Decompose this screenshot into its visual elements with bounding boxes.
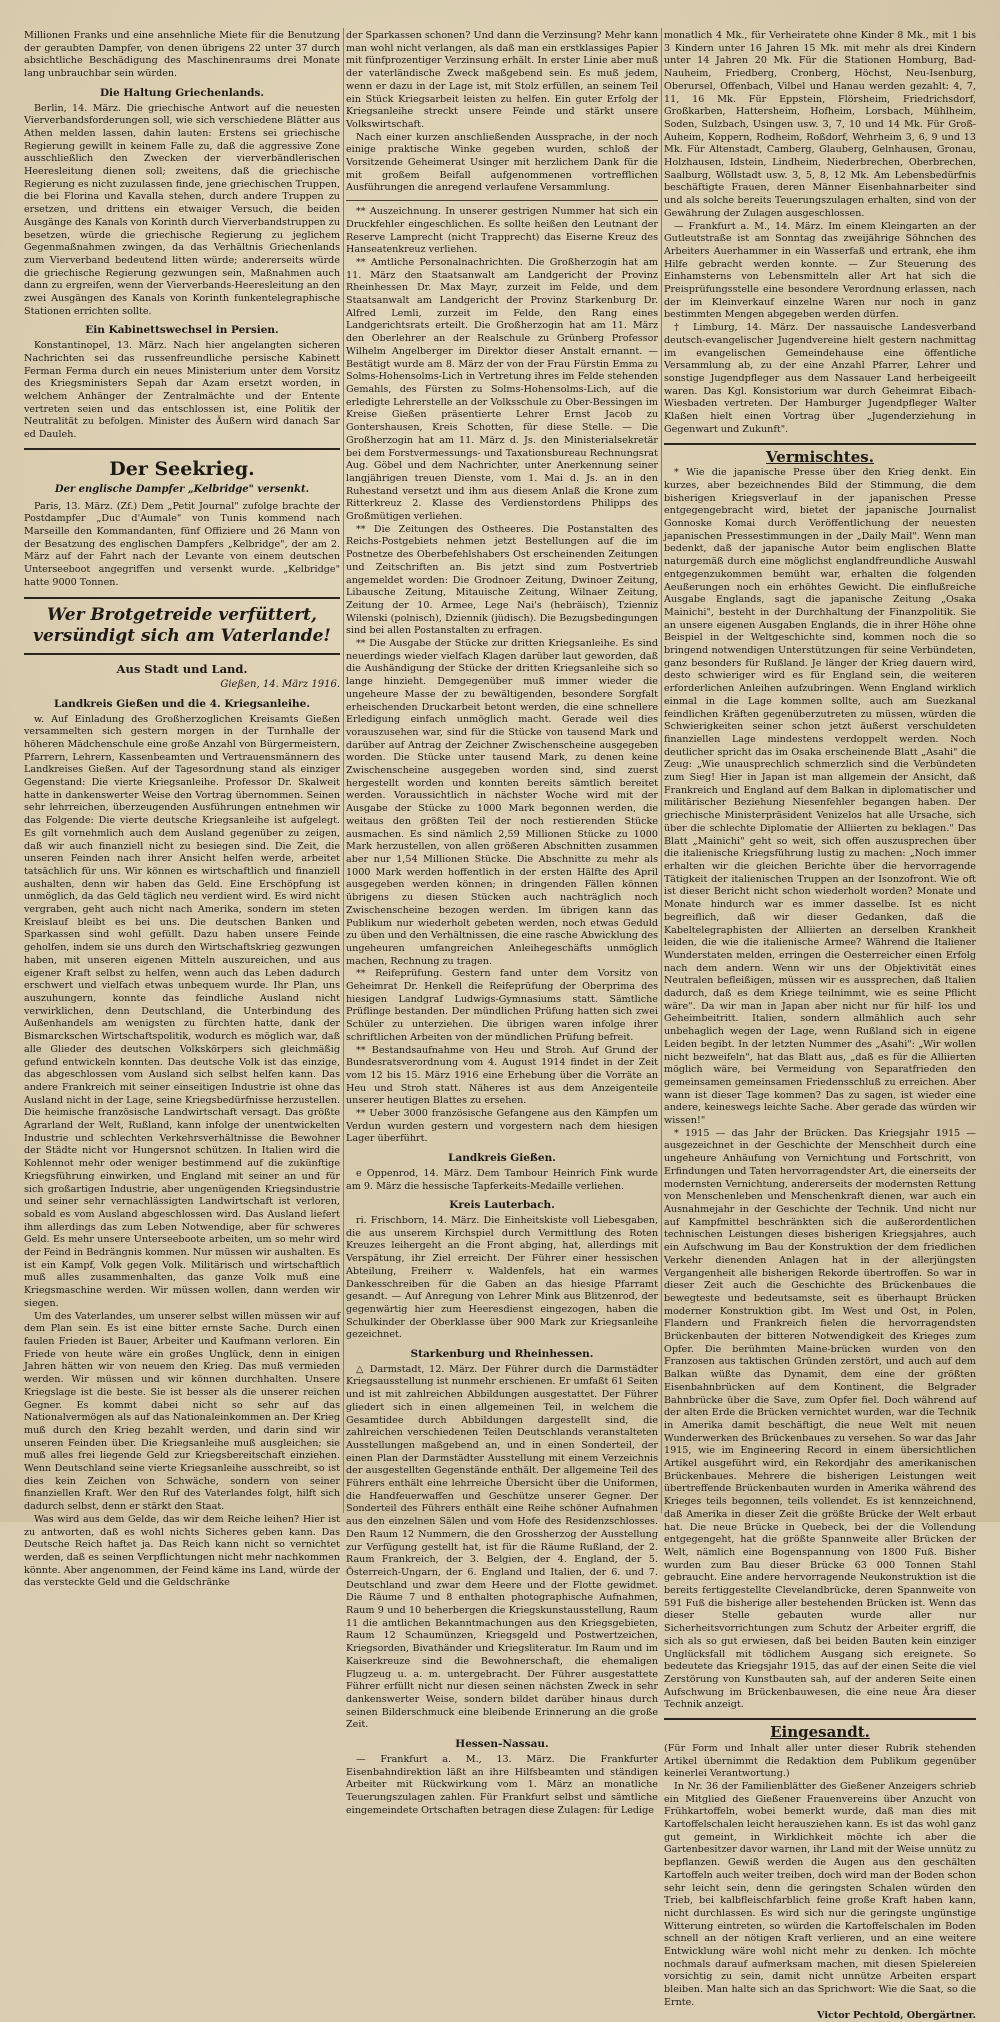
article-text: e Oppenrod, 14. März. Dem Tambour Heinrich Fink wurde am 9. März die hessische Tapferkeits-Medaille verliehen.	[346, 1167, 658, 1192]
article-text: Nach einer kurzen anschließenden Aussprache, in der noch einige praktische Winke gegeben wurden, schloß der Vorsitzende Geheimerat Usinger mit herzlichem Dank für die mit großem Beifall aufgenommenen vortrefflichen Ausführungen die anregend verlaufene Versammlung.	[346, 131, 658, 194]
dateline: Gießen, 14. März 1916.	[220, 679, 340, 691]
headline: Ein Kabinettswechsel in Persien.	[85, 324, 279, 337]
headline: Landkreis Gießen und die 4. Kriegsanleihe.	[54, 697, 310, 710]
article-text: △ Darmstadt, 12. März. Der Führer durch die Darmstädter Kriegsausstellung ist nunmehr erschienen. Er umfaßt 61 Seiten und ist mit zahlreichen Abbildungen ausgestattet. Der Führer gliedert sich in einen allgemeinen Teil, in welchem die Gesamtidee durch Abbildungen dargestellt sind, die zahlreichen verschiedenen Teilen Deutschlands veranstalteten Ausstellungen maßgebend an, und in einen Sonderteil, der einen Plan der Darmstädter Ausstellung mit einem Verzeichnis der ausgestellten Gegenstände enthält. Der allgemeine Teil des Führers enthält eine lehrreiche Übersicht über die Uniformen, die Handfeuerwaffen und Geschütze unserer Gegner. Der Sonderteil des Führers enthält eine Reihe schöner Aufnahmen aus den einzelnen Sälen und vom Hofe des Residenzschlosses. Den Raum 12 Nummern, die den Grossherzog der Ausstellung zur Verfügung gestellt hat, ist für die Räume Rußland, der 2. Raum Frankreich, der 3. Belgien, der 4. England, der 5. Österreich-Ungarn, der 6. England und Italien, der 6. und 7. Deutschland und zwar dem Heere und der Flotte gewidmet. Die Räume 7 und 8 enthalten photographische Aufnahmen, Raum 9 und 10 beherbergen die Kriegskunstausstellung, Raum 11 die amtlichen Bekanntmachungen aus den Kriegsgebieten, Raum 12 Schaumünzen, Kriegsgeld und Postwertzeichen, Kriegsorden, Bivathänder und Kriegsliteratur. Im Raum und im Kaiserkreuze sind die Bewohnerschaft, die ehemaligen Flugzeug u. a. m. untergebracht. Der Führer ausgestattete Führer erfüllt nicht nur diesen seinen nächsten Zweck in sehr dankenswerter Weise, sondern bildet darüber hinaus durch seinen Bilderschmuck eine bleibende Erinnerung an die große Zeit.	[346, 1363, 658, 1731]
article-text: Paris, 13. März. (Zf.) Dem „Petit Journal" zufolge brachte der Postdampfer „Duc d'Aumale" von Tunis kommend nach Marseille den Kommandanten, fünf Offiziere und 26 Mann von der Besatzung des englischen Dampfers „Kelbridge", der am 2. März auf der Fahrt nach der Levante von einem deutschen Unterseeboot angegriffen und versenkt wurde. „Kelbridge" hatte 9000 Tonnen.	[24, 500, 340, 588]
section-title: Vermischtes.	[766, 447, 874, 466]
column-rule	[343, 28, 344, 1513]
divider	[664, 443, 976, 445]
divider	[664, 1718, 976, 1720]
article-text: der Sparkassen schonen? Und dann die Verzinsung? Mehr kann man wohl nicht verlangen, als daß man ein erstklassiges Papier mit fünfprozentiger Verzinsung erhält. In erster Linie aber muß der vaterländische Zweck maßgebend sein. Es muß jedem, wenn er dazu in der Lage ist, mit Stolz erfüllen, an seinem Teil ein Stück Kriegsarbeit leisten zu helfen. Ein guter Erfolg der Kriegsanleihe streckt unsere Feinde und stärkt unsere Volkswirtschaft.	[346, 30, 658, 130]
article-text: ** Ueber 3000 französische Gefangene aus den Kämpfen um Verdun wurden gestern und vorgestern nach dem hiesigen Lager überführt.	[346, 1108, 658, 1145]
subheadline: Der englische Dampfer „Kelbridge" versenkt.	[54, 483, 310, 495]
editorial-note: (Für Form und Inhalt aller unter dieser Rubrik stehenden Artikel übernimmt die Redaktion dem Publikum gegenüber keinerlei Verantwortung.)	[664, 1742, 976, 1780]
headline: Hessen-Nassau.	[455, 1738, 549, 1751]
article-text: — Frankfurt a. M., 13. März. Die Frankfurter Eisenbahndirektion läßt an ihre Hilfsbeamten und ständigen Arbeiter mit Rückwirkung vom 1. März an monatliche Teuerungszulagen zahlen. Für Frankfurt selbst und sämtliche eingemeindete Ortschaften betragen diese Zulagen: für Ledige	[346, 1753, 658, 1816]
article-text: † Limburg, 14. März. Der nassauische Landesverband deutsch-evangelischer Jugendvereine hielt gestern nachmittag im evangelischen Gemeindehause eine öffentliche Versammlung ab, zu der eine Anzahl Pfarrer, Lehrer und sonstige Jugendpfleger aus dem Nassauer Land herbeigeeilt waren. Das Kgl. Konsistorium war durch Geheimrat Eibach-Wiesbaden vertreten. Der Hamburger Jugendpfleger Walter Klaßen hielt einen Vortrag über „Jugenderziehung in Gegenwart und Zukunft".	[664, 322, 976, 435]
headline: Kreis Lauterbach.	[449, 1199, 555, 1212]
column-2	[346, 30, 658, 1816]
column-1	[24, 30, 341, 1589]
article-text: Berlin, 14. März. Die griechische Antwort auf die neuesten Vierverbandsforderungen soll, wie sich verschiedene Blätter aus Athen melden lassen, dahin lauten: Erstens sei griechische Regierung gewillt in keinem Falle zu, daß die aggressive Zone ausschließlich den Zwecken der vierverbändlerischen Heeresleitung dienen soll; zweitens, daß die griechische Regierung es nicht zuzulassen finde, jene griechischen Truppen, die bei Florina und Kavalla stehen, durch andere Truppen zu ersetzen, und drittens ein etwaiger Versuch, die beiden Ausgänge des Kanals von Korinth durch Vierverbandstruppen zu besetzen, würde die griechische Regierung zu jeglichem Gegenmaßnahmen zwingen, da das Verhältnis Griechenlands zum Vierverband bedeutend litten würde; andererseits würde die griechische Regierung gezwungen sein, Maßnahmen auch dann zu ergreifen, wenn der Vierverbands-Heeresleitung an den zwei Ausgängen des Kanals von Korinth funkentelegraphische Stationen errichten sollte.	[24, 102, 341, 317]
signature: Victor Pechtold, Obergärtner.	[817, 2009, 976, 2021]
section-title: Der Seekrieg.	[109, 457, 255, 480]
article-text: In Nr. 36 der Familienblätter des Gießener Anzeigers schrieb ein Mitglied des Gießener Frauenvereins über Anzucht von Frühkartoffeln, wobei bemerkt wurde, daß man dies mit Kartoffelschalen leicht herausziehen kann. Es ist das wohl ganz gut gemeint, in Wirklichkeit möchte ich aber die Gartenbesitzer davor warnen, ihr Land mit der Weise unnütz zu bepflanzen. Gewiß werden die Augen aus den geschälten Kartoffeln auch weiter treiben, doch wird man der Boden schon sehr leicht sein, denn die geringsten Schalen würden den Trieb, bei kalbfleischfarblich feine große Kraft haben kann, nicht durchlassen. Es wird sich nur die geringste ungünstige Witterung eintreten, so würden die Kartoffelschalen im Boden schnell an der nötigen Kraft verlieren, und an eine weitere Entwicklung wäre wohl nicht mehr zu denken. Ich möchte nochmals darauf aufmerksam machen, mit diesen Spielereien vorsichtig zu sein, damit nicht unnütze Arbeiten erspart bleiben. Man halte sich an das Sprichwort: Wie die Saat, so die Ernte.	[664, 1780, 976, 2008]
headline: Landkreis Gießen.	[448, 1152, 556, 1165]
column-rule	[661, 28, 662, 1513]
article-text: ** Die Zeitungen des Ostheeres. Die Postanstalten des Reichs-Postgebiets nehmen jetzt Bestellungen auf die im Postnetze des Oberbefehlshabers Ost erscheinenden Zeitungen und Zeitschriften an. Bis jetzt sind zum Postvertrieb angemeldet worden: Die Grodnoer Zeitung, Dwinoer Zeitung, Libausche Zeitung, Mitauische Zeitung, Wilnaer Zeitung, Zeitung der 10. Armee, Lege Nai's (hebräisch), Tzienniz Wilenski (polnisch), Dziennik (jüdisch). Die Bezugsbedingungen sind bei allen Postanstalten zu erfragen.	[346, 523, 658, 637]
headline: Die Haltung Griechenlands.	[99, 86, 265, 99]
headline: Starkenburg und Rheinhessen.	[410, 1348, 594, 1361]
article-text: ** Die Ausgabe der Stücke zur dritten Kriegsanleihe. Es sind neuerdings wieder vielfach Klagen darüber laut geworden, daß die Aushändigung der Stücke der dritten Kriegsanleihe sich so lange hinzieht. Demgegenüber muß immer wieder die ungeheure Masse der zu bewältigenden, besondere Sorgfalt erheischenden Druckarbeit betont werden, die eine schnellere Erledigung einfach unmöglich macht. Gerade weil dies vorauszusehen war, sind für die Stücke von tausend Mark und darüber auf Antrag der Zeichner Zwischenscheine ausgegeben worden. Die Stücke unter tausend Mark, zu denen keine Zwischenscheine ausgegeben worden sind, sind zuerst hergestellt worden und konnten bereits sämtlich bereitet werden. Voraussichtlich in nächster Woche wird mit der Ausgabe der Stücke zu 1000 Mark begonnen werden, die weitaus den größten Teil der noch restierenden Stücke ausmachen. Es sind nämlich 2,59 Millionen Stücke zu 1000 Mark herzustellen, von allen größeren Abschnitten zusammen aber nur 1,54 Millionen Stücke. Die Abschnitte zu mehr als 1000 Mark werden hoffentlich in der ersten Hälfte des April ausgegeben werden können; in dringenden Fällen können übrigens zu diesen Stücken auch nachträglich noch Zwischenscheine bezogen werden. Im übrigen kann das Publikum nur wiederholt gebeten werden, noch etwas Geduld zu üben und den Verhältnissen, die eine rasche Abwicklung des ungeheuren umfangreichen Anleihegeschäfts unmöglich machen, Rechnung zu tragen.	[346, 638, 658, 967]
article-text: w. Auf Einladung des Großherzoglichen Kreisamts Gießen versammelten sich gestern morgen in der Turnhalle der höheren Mädchenschule eine große Anzahl von Bürgermeistern, Pfarrern, Lehrern, Kassenbeamten und Vertrauensmännern des Landkreises Gießen. Auf der Tagesordnung stand als einziger Gegenstand: Die vierte Kriegsanleihe. Professor Dr. Skalweit hatte in dankenswerter Weise den Vortrag übernommen. Seinen sehr lehrreichen, überzeugenden Ausführungen entnehmen wir das Folgende: Die vierte deutsche Kriegsanleihe ist aufgelegt. Es gilt vornehmlich auch dem Ausland gegenüber zu zeigen, daß wir auch finanziell nicht zu besiegen sind. Die Zeit, die unseren Feinden nach ihrer Ansicht helfen werde, arbeitet tatsächlich für uns. Wir können es wirtschaftlich und finanziell aushalten, denn wir haben das Geld. Eine Erschöpfung ist unmöglich, da das Geld täglich neu verdient wird. Es wird nicht vergraben, geht auch nicht nach Amerika, sondern im steten Kreislauf bleibt es bei uns. Die deutschen Banken und Sparkassen sind wohl gefüllt. Dazu haben unsere Feinde geholfen, indem sie uns durch den Wirtschaftskrieg gezwungen haben, mit unseren eigenen Mitteln auszureichen, und aus eigener Kraft selbst zu helfen, wenn auch das Leben dadurch erschwert und vielfach etwas unbequem wurde. Ihr Plan, uns auszuhungern, konnte das feindliche Ausland nicht verwirklichen, denn Deutschland, die Unterbindung des Außenhandels am wenigsten zu fürchten hatte, dank der Bismarckschen Wirtschaftspolitik, wodurch es möglich war, daß alle Glieder des deutschen Volkskörpers sich gleichmäßig gefund entwickeln konnten. Das deutsche Volk ist das einzige, das abgeschlossen vom Ausland sich selbst helfen kann. Das andere Frankreich mit seiner einseitigen Industrie ist ohne das Ausland nicht in der Lage, seine Kriegsbedürfnisse herzustellen. Die heimische französische Landwirtschaft versagt. Das größte Agrarland der Welt, Rußland, kann infolge der unentwickelten Industrie und schlechten Verkehrsverhältnisse die Bewohner der Städte nicht vor Hungersnot schützen. In Italien wird die Kohlennot mehr oder weniger bestimmend auf die zukünftige Kriegsführung einwirken, und England mit seiner an und für sich großartigen Industrie, aber ungenügenden Kriegsindustrie und seiner sehr vernachlässigten Landwirtschaft ist verloren, sobald es vom Ausland abgeschlossen wird. Das Ausland liefert ihm allerdings das zum Leben Notwendige, aber für schweres Geld. Es mehr unsere Unterseeboote arbeiten, um so mehr wird der Feind in Bedrängnis kommen. Nur müssen wir aushalten. Es ist ein Kampf, Volk gegen Volk. Militärisch und wirtschaftlich muß alles zusammenhalten, das ganze Volk muß eine Kriegsmaschine werden. Wir müssen wollen, dann werden wir siegen.	[24, 713, 340, 1309]
article-text: ** Amtliche Personalnachrichten. Die Großherzogin hat am 11. März den Staatsanwalt am Landgericht der Provinz Rheinhessen Dr. Max Mayr, zurzeit im Felde, und dem Staatsanwalt am Landgericht der Provinz Starkenburg Dr. Alfred Lemli, zurzeit im Felde, den Rang eines Landgerichtsrats erteilt. Die Großherzogin hat am 11. März den Oberlehrer an der Realschule zu Grünberg Professor Wilhelm Angelberger im Direktor dieser Anstalt ernannt. — Bestätigt wurde am 8. März der von der Frau Fürstin Emma zu Solms-Hohensolms-Lich in Vertretung ihres im Felde stehenden Gemahls, des Fürsten zu Solms-Hohensolms-Lich, auf die erledigte Lehrerstelle an der Volksschule zu Ober-Bessingen im Kreise Gießen präsentierte Lehrer Ernst Jacob zu Gontershausen, Kreis Schotten, für diese Stelle. — Die Großherzogin hat am 11. März d. Js. den Ministerialsekretär bei dem Forstvermessungs- und Taxationsbureau Rechnungsrat Aug. Göbel und dem Nachrichter, unter Anerkennung seiner langjährigen treuen Dienste, vom 1. Mai d. Js. an in den Ruhestand versetzt und ihm aus diesem Anlaß die Krone zum Ritterkreuz 2. Klasse des Verdienstordens Philipps des Großmütigen verliehen.	[346, 256, 658, 523]
divider	[24, 448, 340, 450]
divider	[346, 200, 658, 201]
article-text: Konstantinopel, 13. März. Nach hier angelangten sicheren Nachrichten sei das russenfreundliche persische Kabinett Ferman Ferma durch ein neues Ministerium unter dem Vorsitz des Kriegsministers Sepah dar Azam ersetzt worden, in welchem Anhänger der Zentralmächte und der Entente vertreten seien und das entschlossen ist, eine Politik der Neutralität zu befolgen. Minister des Äußern wird danach Sar ed Dauleh.	[24, 340, 340, 441]
article-text: Was wird aus dem Gelde, das wir dem Reiche leihen? Hier ist zu antworten, daß es wohl nichts Sicheres geben kann. Das Deutsche Reich haftet ja. Das Reich kann nicht so vernichtet werden, daß es seinen Verpflichtungen nicht mehr nachkommen könnte. Aber angenommen, der Feind käme ins Land, würde der das versteckte Geld und die Geldschränke	[24, 1513, 340, 1589]
article-text: ** Auszeichnung. In unserer gestrigen Nummer hat sich ein Druckfehler eingeschlichen. Es sollte heißen den Leutnant der Reserve Lamprecht (nicht Trapprecht) das Eiserne Kreuz des Hanseatenkreuz verliehen.	[346, 206, 658, 256]
article-text: Um des Vaterlandes, um unserer selbst willen müssen wir auf dem Plan sein. Es ist eine bitter ernste Sache. Durch einen faulen Frieden ist Bauer, Arbeiter und Kaufmann verloren. Ein Friede von heute wäre ein großes Unglück, denn in einigen Jahren hätten wir von neuem den Krieg. Das muß vermieden werden. Wir müssen und wir können durchhalten. Unsere Kriegslage ist die beste. Sie ist besser als die unserer reichen Gegner. Es kommt dabei nicht so sehr auf das Nationalvermögen als auf das Nationaleinkommen an. Der Krieg muß durch den Krieg bezahlt werden, und darin sind wir unseren Feinden über. Die Kriegsanleihe muß ausgleichen; sie muß alles frei liegende Geld zur Kriegsbereitschaft einziehen. Wenn Deutschland seine vierte Kriegsanleihe ausschreibt, so ist dies kein Zeichen von Schwäche, sondern von seiner finanziellen Kraft. Wer den Ruf des Vaterlandes folgt, hilft sich dadurch selbst, denn er stärkt den Staat.	[24, 1310, 340, 1513]
article-text: Millionen Franks und eine ansehnliche Miete für die Benutzung der geraubten Dampfer, von denen übrigens 22 unter 37 durch absichtliche Beschädigung des Maschinenraums drei Monate lang unbrauchbar sein würden.	[24, 30, 340, 80]
article-text: * 1915 — das Jahr der Brücken. Das Kriegsjahr 1915 — ausgezeichnet in der Geschichte der Menschheit durch eine ungeheure Anhäufung von Vernichtung und Fortschritt, von Erfindungen und Taten hervorragendster Art, die einerseits der modernsten Vernichtung, andererseits der modernsten Rettung von Menschenleben und Menschenkraft dienen, war auch ein Ausnahmejahr in der Geschichte der Technik. Und nicht nur auf Kampfmittel beschränkten sich die außerordentlichen technischen Leistungen dieses bisherigen Kriegsjahres, auch ein Aufschwung im Bau der Konstruktion der dem friedlichen Verkehr dienenden Anlagen hat in der allerjüngsten Vergangenheit alle bisherigen Rekorde übertroffen. So war in dieser Zeit auch die Geschichte des Brückenbaues die bewegteste und bedeutsamste, seit es überhaupt Brücken moderner Konstruktion gibt. Im West und Ost, in Polen, Flandern und Frankreich fielen die hervorragendsten Brückenbauten der bitteren Notwendigkeit des Krieges zum Opfer. Die berühmten Maine-brücken wurden von den Franzosen aus taktischen Gründen zerstört, und auch auf dem Balkan wüßte das Dynamit, dem eine der größten Eisenbahnbrücken auf dem Kontinent, die Belgrader Bahnbrücke über die Save, zum Opfer fiel. Doch während auf der alten Erde die Brücken vernichtet wurden, war die Technik in Amerika damit beschäftigt, die neue Welt mit neuen Wunderwerken des Brückenbaues zu versehen. So war das Jahr 1915, wie im Engineering Record in einem übersichtlichen Artikel ausgeführt wird, ein Rekordjahr des amerikanischen Brückenbaues. Mehrere die bisherigen Leistungen weit übertreffende Brückenbauten wurden in Amerika während des Krieges teils begonnen, teils vollendet. Es ist kennzeichnend, daß Amerika in dieser Zeit die größte Brücke der Welt erbaut hat. Die neue Brücke in Quebeck, bei der die Vollendung entgegengeht, hat die größte Spannweite aller Brücken der Welt, nämlich eine Bogenspannung von 1800 Fuß. Bisher wurden zum Bau dieser Brücke 63 000 Tonnen Stahl gebraucht. Eine andere hervorragende Neukonstruktion ist die bereits fertiggestellte Clevelandbrücke, deren Spannweite von 591 Fuß die bisherige aller bestehenden Brücken ist. Wenn das dieser Stelle gebauten wurde aller nur Sicherheitsvorrichtungen zum Schutz der Arbeiter ergriff, die sich als so gut erwiesen, daß bei beiden Bauten kein einziger Unglücksfall mit tödlichem Ausgang sich ereignete. So bedeutete das Kriegsjahr 1915, das auf der einen Seite die viel Zerstörung von Kunstbauten sah, auf der anderen Seite einen Aufschwung im Brückenbauwesen, die eine neue Ära dieser Technik anzeigt.	[664, 1127, 976, 1711]
column-3	[664, 30, 976, 2021]
article-text: ** Reifeprüfung. Gestern fand unter dem Vorsitz von Geheimrat Dr. Henkell die Reifeprüfung der Oberprima des hiesigen Landgraf Ludwigs-Gymnasiums statt. Sämtliche Prüflinge bestanden. Der mündlichen Prüfung hatten sich zwei Schüler zu unterziehen. Die übrigen waren infolge ihrer schriftlichen Arbeiten von der mündlichen Prüfung befreit.	[346, 968, 658, 1043]
section-title: Eingesandt.	[770, 1723, 870, 1742]
article-text: — Frankfurt a. M., 14. März. Im einem Kleingarten an der Gutleutstraße ist am Sonntag das zweijährige Söhnchen des Arbeiters Auerhammer in ein Wasserfaß und ertrank, ehe ihm Hilfe gebracht werden konnte. — Zur Steuerung des Einhamsterns von Lebensmitteln aller Art hat sich die Preisprüfungsstelle eine besondere Verordnung erlassen, nach der im Kleinverkauf einzelne Waren nur noch in ganz bestimmten Mengen abgegeben werden dürfen.	[664, 220, 976, 321]
article-text: ri. Frischborn, 14. März. Die Einheitskiste voll Liebesgaben, die aus unserem Kirchspiel durch Vermittlung des Roten Kreuzes leihergeht an die Front abging, hat, allerdings mit Verspätung, ihr Ziel erreicht. Der Führer einer hessischen Abteilung, Freiherr v. Waldenfels, hat ein warmes Dankesschreiben für die Gaben an das hiesige Pfarramt gesandt. — Auf Anregung von Lehrer Mink aus Blitzenrod, der gegenwärtig hier zum Heeresdienst eingezogen, haben die Schulkinder der Oberklasse über 900 Mark zur Kriegsanleihe gezeichnet.	[346, 1214, 658, 1341]
article-text: * Wie die japanische Presse über den Krieg denkt. Ein kurzes, aber bezeichnendes Bild der Stimmung, die dem bisherigen Kriegsverlauf in der japanischen Presse entgegengebracht wird, bietet der japanische Journalist Gonnoske Komai durch Veröffentlichung der neuesten japanischen Pressestimmungen in der „Daily Mail". Wenn man bedenkt, daß der japanische Autor beim englischen Blatte naturgemäß durch eine möglichst englandfreundliche Auswahl entgegenzukommen bemüht war, erhalten die folgenden Aeußerungen noch ein erhöhtes Gewicht. Die einflußreiche Ausgabe Englands, sagt die japanische Zeitung „Osaka Mainichi", besteht in der Durchhaltung der Finanzpolitik. Sie an unsere eigenen Ausgaben Englands, die in ihrer Höhe ohne Beispiel in der Weltgeschichte sind, kommen noch die so bringend notwendigen Unterstützungen für seine Verbündeten, ganz besonders für Rußland. Je länger der Krieg dauern wird, desto schwieriger wird es für England sein, die weiteren erforderlichen Anleihen aufzubringen. Wenn England wirklich einmal in die Lage kommen sollte, auch am Suezkanal feindlichen Kräften gegenüberzutreten zu müssen, würden die Schwierigkeiten seiner schon jetzt äußerst verschuldeten finanziellen Lage mindestens verdoppelt werden. Noch deutlicher spricht das im Osaka erscheinende Blatt „Asahi" die Zeug: „Wie unausprechlich schmerzlich sind die Verbündeten zum Sieg! Hier in Japan ist man allgemein der Ansicht, daß Frankreich und England auf dem Balkan in diplomatischer und militärischer Beziehung Niesenfehler begangen haben. Der griechische Ministerpräsident Venizelos hat alle Ursache, sich über die schlechte Diplomatie der Alliierten zu beklagen." Das Blatt „Mainichi" geht so weit, sich offen auszusprechen über die italienische Kriegsführung lustig zu machen: „Noch immer erhalten wir die gleichen Berichte über die hervorragende Tätigkeit der italienischen Truppen an der Isonzofront. Wie oft ist dieser Bericht nicht schon wiederholt worden? Monate und Monate hindurch war es immer dasselbe. Ist es nicht begreiflich, daß wir dieser Gedanken, daß die Kabeltelegraphisten der Alliierten an derselben Krankheit leiden, die wie die italienische Armee? Während die Italiener Wunderstaten melden, erringen die Oesterreicher einen Erfolg nach dem andern. Wenn wir uns der Objektivität eines Neutralen befleißigen, müssen wir es aussprechen, daß Italien dadurch, daß es dem Kriege teilnimmt, wie es seine Pflicht wäre". Da wir man in Japan aber nicht nur für hilf- los und Geheimbeitritt. Italien, sondern allmählich auch sehr unbehaglich wegen der Lage, wenn Rußland sich in eigene Leiden begibt. In der letzten Nummer des „Asahi": „Wir wollen nicht bezweifeln", hat das Blatt aus, „daß es für die Alliierten möglich wäre, bei Vermeidung von Separatfrieden den gemeinsamen gemeinsamen Friedensschluß zu erreichen. Aber wann ist dieser Tage kommen? Das zu sagen, ist wieder eine andere, keineswegs leichte Sache. Aber gerade das würden wir wissen!"	[664, 467, 976, 1127]
slogan-banner: Wer Brotgetreide verfüttert, versündigt sich am Vaterlande!	[24, 597, 340, 655]
section-title: Aus Stadt und Land.	[116, 662, 248, 677]
article-text: monatlich 4 Mk., für Verheiratete ohne Kinder 8 Mk., mit 1 bis 3 Kindern unter 16 Jahren 15 Mk. mit mehr als drei Kindern unter 14 Jahren 20 Mk. Für die Stationen Homburg, Bad-Nauheim, Friedberg, Cronberg, Höchst, Neu-Isenburg, Oberursel, Offenbach, Vilbel und Hanau werden gezahlt: 4, 7, 11, 16 Mk. Für Eppstein, Flörsheim, Friedrichsdorf, Großkarben, Hattersheim, Hofheim, Lorsbach, Mühlheim, Soden, Sulzbach, Usingen usw. 3, 7, 10 und 14 Mk. Für Groß-Auheim, Koppern, Rodheim, Roßdorf, Wehrheim 3, 6, 9 und 13 Mk. Für Altenstadt, Camberg, Glauberg, Gelnhausen, Gronau, Holzhausen, Idstein, Lindheim, Niederbrechen, Oberbrechen, Saalburg, Wöllstadt usw. 3, 5, 8, 12 Mk. Am Lebensbedürfnis beschäftigte Frauen, deren Männer Eisenbahnarbeiter sind und als solche bereits Teuerungszulagen erhalten, sind von der Gewährung der Zulagen ausgeschlossen.	[664, 30, 976, 219]
article-text: ** Bestandsaufnahme von Heu und Stroh. Auf Grund der Bundesratsverordnung vom 4. August 1914 findet in der Zeit vom 12 bis 15. März 1916 eine Erhebung über die Vorräte an Heu und Stroh statt. Näheres ist aus dem Anzeigenteile unserer heutigen Blattes zu ersehen.	[346, 1044, 658, 1107]
